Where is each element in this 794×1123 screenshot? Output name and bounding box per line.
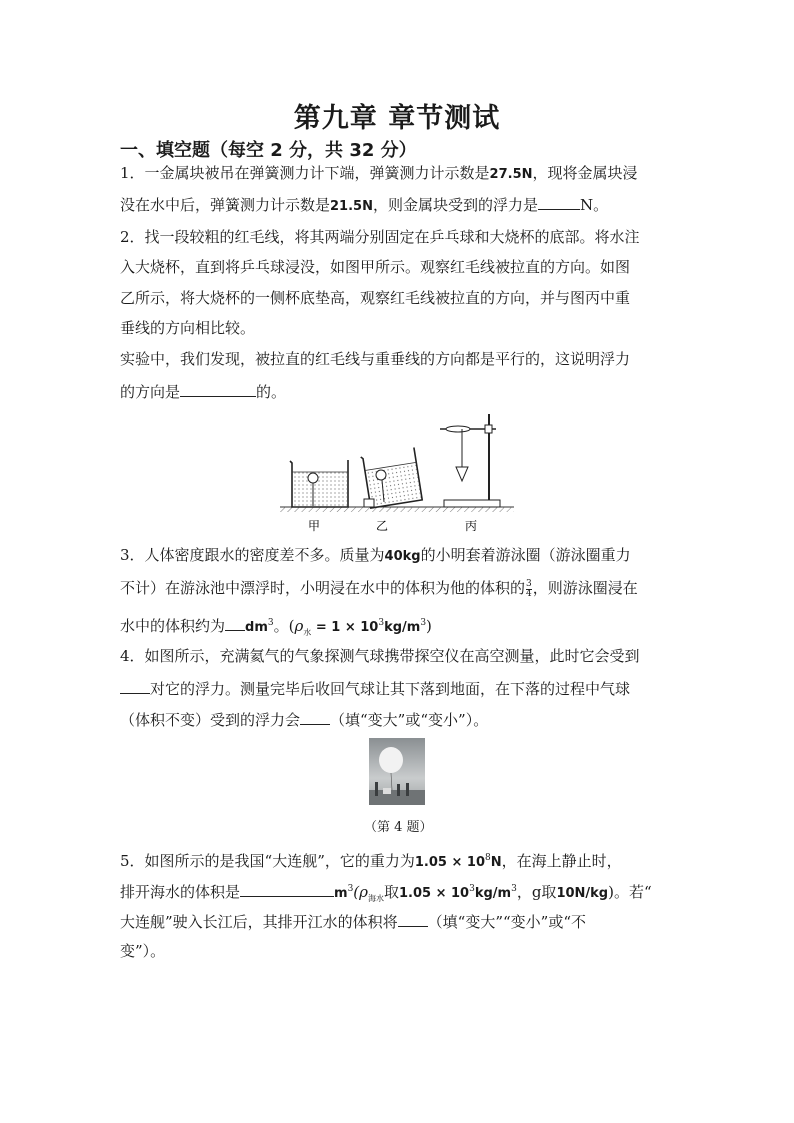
q5-text: 排开海水的体积是 (120, 883, 241, 901)
fraction-numerator: 3 (526, 578, 532, 589)
q3-text: 。( (273, 617, 295, 635)
q3-text: 的小明套着游泳圈（游泳圈重力 (420, 546, 631, 564)
q3-unit: dm (245, 620, 268, 635)
q3-unit-exponent: 3 (267, 618, 274, 628)
q4-text: （填“变大”或“变小”）。 (330, 711, 489, 729)
q2-line-5: 实验中，我们发现，被拉直的红毛线与重垂线的方向都是平行的，这说明浮力 (120, 350, 631, 368)
rho-symbol: (ρ (353, 883, 368, 901)
figure-label-c: 丙 (465, 519, 478, 533)
experiment-figure (278, 408, 518, 536)
q1-text: ，则金属块受到的浮力是 (372, 196, 538, 214)
q1-value-2: 21.5N (330, 199, 373, 214)
q3-fraction (526, 580, 532, 599)
q1-value-1: 27.5N (489, 167, 533, 182)
q4-line-2 (120, 677, 630, 699)
q3-line-3 (120, 613, 432, 643)
section-heading: 一、填空题（每空 2 分，共 32 分） (120, 140, 417, 161)
fraction-denominator: 4 (526, 588, 532, 599)
q5-text: 取 (383, 883, 399, 901)
q3-line-2 (120, 578, 638, 599)
q4-text: 对它的浮力。测量完毕后收回气球让其下落到地面，在下落的过程中气球 (150, 680, 631, 698)
ping-pong-ball (376, 470, 386, 480)
q1-line-1 (120, 163, 638, 185)
rho-subscript: 水 (303, 628, 312, 637)
q3-text: 水中的体积约为 (120, 617, 226, 635)
q2-line-4: 垂线的方向相比较。 (120, 319, 256, 337)
q4-line-3 (120, 708, 488, 730)
q5-text: 5．如图所示的是我国“大连舰”，它的重力为 (120, 852, 415, 870)
q3-density-unit-exponent: 3 (420, 618, 427, 628)
q2-answer-blank[interactable] (180, 380, 256, 397)
q5-weight-exponent: 8 (485, 853, 491, 863)
q3-mass: 40kg (384, 549, 421, 564)
plumb-stand (440, 414, 500, 507)
q2-line-2: 入大烧杯，直到将乒乓球浸没，如图甲所示。观察红毛线被拉直的方向。如图 (120, 258, 631, 276)
q5-line-3 (120, 910, 586, 932)
q2-line-3: 乙所示，将大烧杯的一侧杯底垫高，观察红毛线被拉直的方向，并与图丙中重 (120, 289, 631, 307)
figure-4-caption: （第 4 题） (364, 820, 433, 835)
q3-text: ) (426, 617, 432, 635)
q2-line-1: 2．找一段较粗的红毛线，将其两端分别固定在乒乓球和大烧杯的底部。将水注 (120, 228, 640, 246)
q5-g-value: 10N/kg (556, 886, 609, 901)
q5-density-unit: kg/m (474, 886, 512, 901)
q3-line-1 (120, 545, 631, 567)
q1-unit: N。 (580, 196, 609, 214)
q2-line-6 (120, 380, 286, 402)
q3-text: 3．人体密度跟水的密度差不多。质量为 (120, 546, 385, 564)
q1-text: 1．一金属块被吊在弹簧测力计下端，弹簧测力计示数是 (120, 164, 490, 182)
q3-density-value: = 1 × 10 (311, 620, 379, 635)
q3-density-unit: kg/m (384, 620, 421, 635)
q5-density-exponent: 3 (469, 884, 475, 894)
q3-text: 不计）在游泳池中漂浮时，小明浸在水中的体积为他的体积的 (120, 579, 526, 597)
rho-subscript: 海水 (367, 894, 384, 903)
weather-balloon-photo (369, 738, 425, 805)
q2-text: 的方向是 (120, 383, 181, 401)
q4-answer-blank-1[interactable] (120, 677, 150, 694)
q5-answer-blank-2[interactable] (398, 910, 428, 927)
q2-text: 的。 (256, 383, 287, 401)
q3-density-exponent: 3 (378, 618, 385, 628)
q5-text: （填“变大”“变小”或“不 (427, 913, 587, 931)
beaker-a (290, 460, 348, 507)
q5-volume-unit: m (334, 886, 348, 901)
q5-weight-unit: N (490, 855, 502, 870)
q5-line-4: 变”）。 (120, 942, 166, 960)
q4-line-1: 4．如图所示，充满氦气的气象探测气球携带探空仪在高空测量，此时它会受到 (120, 647, 640, 665)
wedge-block (364, 499, 374, 507)
q3-answer-blank[interactable] (225, 614, 245, 631)
q5-text: 大连舰”驶入长江后，其排开江水的体积将 (120, 913, 398, 931)
q5-line-2 (120, 879, 652, 909)
q1-text: ，现将金属块浸 (532, 164, 638, 182)
q5-density-value: 1.05 × 10 (398, 886, 470, 901)
figure-label-b: 乙 (376, 519, 389, 533)
q5-text: )。若“ (608, 883, 652, 901)
q5-weight-value: 1.05 × 10 (414, 855, 486, 870)
q4-text: （体积不变）受到的浮力会 (120, 711, 301, 729)
figure-label-a: 甲 (308, 519, 321, 533)
q5-line-1 (120, 848, 622, 873)
page-title: 第九章 章节测试 (293, 103, 501, 134)
q1-line-2 (120, 193, 608, 217)
q4-answer-blank-2[interactable] (300, 708, 330, 725)
q3-text: ，则游泳圈浸在 (532, 579, 638, 597)
q5-volume-exponent: 3 (347, 884, 354, 894)
q1-text: 没在水中后，弹簧测力计示数是 (120, 196, 331, 214)
rho-symbol: ρ (294, 617, 304, 635)
q1-answer-blank[interactable] (538, 193, 580, 210)
q5-text: ，在海上静止时， (501, 852, 622, 870)
q5-text: ，g取 (516, 883, 557, 901)
q5-density-unit-exponent: 3 (511, 884, 517, 894)
q5-answer-blank-1[interactable] (240, 880, 334, 897)
